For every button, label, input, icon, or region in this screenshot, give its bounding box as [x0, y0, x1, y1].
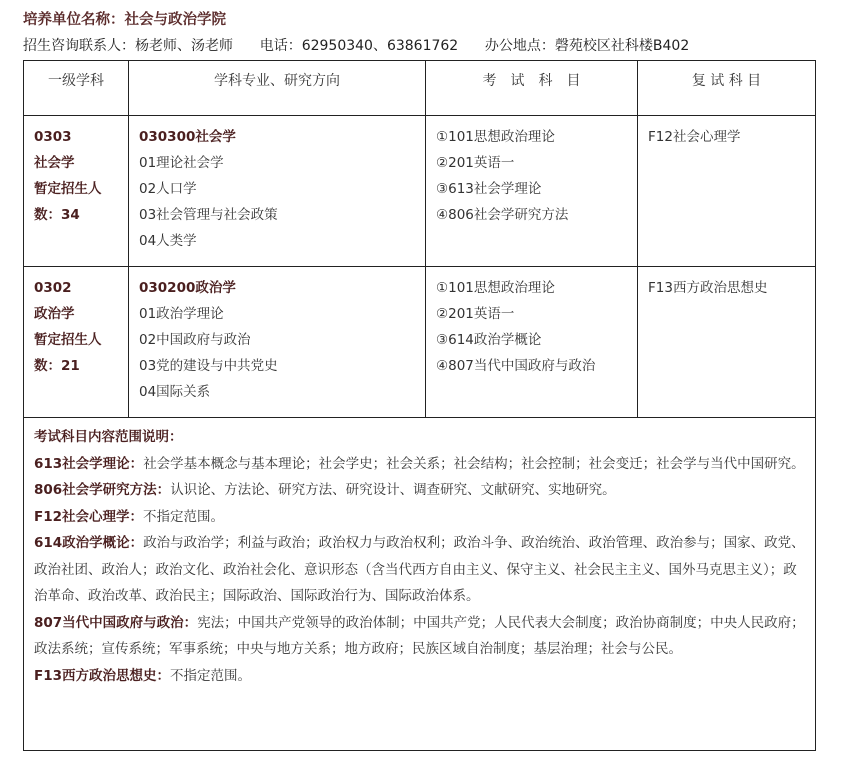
direction-item: 04国际关系 [139, 384, 211, 400]
discipline-name: 政治学 [34, 306, 75, 322]
exam-item: ②201英语一 [436, 155, 515, 171]
note-text: 宪法；中国共产党领导的政治体制；中国共产党；人民代表大会制度；政治协商制度；中央人民政府；政法系统；宣传系统；军事系统；中央与地方关系；地方政府；民族区域自治制度；基层治理；社会与公民。 [34, 614, 805, 657]
note-text: 政治与政治学；利益与政治；政治权力与政治权利；政治斗争、政治统治、政治管理、政治参与；国家、政党、政治社团、政治人；政治文化、政治社会化、意识形态（含当代西方自由主义、保守主义、社会民主主义、国外马克思主义）；政治革命、政治改革、政治民主；国际政治、国际政治行为、国际政治体系。 [34, 535, 805, 604]
quota-label: 暂定招生人 [34, 332, 102, 348]
exam-item: ②201英语一 [436, 306, 515, 322]
note-label: F13西方政治思想史： [34, 667, 171, 684]
direction-item: 02人口学 [139, 181, 197, 197]
major-name: 030300社会学 [139, 129, 236, 145]
note-label: 807当代中国政府与政治： [34, 614, 198, 631]
quota-value: 数：21 [34, 358, 80, 374]
exam-item: ③614政治学概论 [436, 332, 542, 348]
exams-cell [426, 116, 637, 236]
quota-value: 数：34 [34, 207, 80, 223]
major-cell [129, 116, 425, 262]
discipline-code: 0302 [34, 280, 72, 296]
note-item [34, 530, 805, 610]
table-row [24, 116, 816, 267]
direction-item: 01理论社会学 [139, 155, 224, 171]
direction-item: 04人类学 [139, 233, 197, 249]
contact-office: 办公地点：磬苑校区社科楼B402 [484, 38, 690, 54]
retest-cell: F12社会心理学 [648, 129, 741, 145]
retest-cell: F13西方政治思想史 [648, 280, 768, 296]
note-label: F12社会心理学： [34, 508, 144, 525]
major-cell [129, 267, 425, 413]
header-major: 学科专业、研究方向 [129, 61, 426, 116]
note-label: 806社会学研究方法： [34, 482, 171, 498]
note-label: 614政治学概论： [34, 535, 144, 551]
program-table [23, 60, 816, 751]
header-discipline: 一级学科 [24, 61, 129, 116]
notes-row [24, 418, 816, 751]
note-item [34, 477, 805, 504]
note-item [34, 663, 805, 690]
note-item [34, 451, 805, 478]
note-text: 不指定范围。 [170, 667, 252, 684]
discipline-cell [24, 267, 128, 387]
quota-label: 暂定招生人 [34, 181, 102, 197]
exams-cell [426, 267, 637, 387]
note-text: 社会学基本概念与基本理论；社会学史；社会关系；社会结构；社会控制；社会变迁；社会学与当代中国研究。 [143, 455, 805, 472]
major-name: 030200政治学 [139, 280, 236, 296]
table-header [24, 61, 816, 116]
exam-item: ①101思想政治理论 [436, 129, 555, 145]
exam-item: ④806社会学研究方法 [436, 207, 569, 223]
direction-item: 03党的建设与中共党史 [139, 358, 278, 374]
note-item [34, 504, 805, 531]
discipline-name: 社会学 [34, 155, 75, 171]
direction-item: 02中国政府与政治 [139, 332, 251, 348]
direction-item: 03社会管理与社会政策 [139, 207, 278, 223]
table-row [24, 267, 816, 418]
contact-people: 招生咨询联系人：杨老师、汤老师 [23, 38, 233, 54]
exam-item: ④807当代中国政府与政治 [436, 358, 596, 374]
exam-item: ①101思想政治理论 [436, 280, 555, 296]
notes-cell [24, 418, 815, 750]
exam-item: ③613社会学理论 [436, 181, 542, 197]
discipline-cell [24, 116, 128, 236]
contact-line [23, 35, 689, 55]
header-exams: 考 试 科 目 [426, 61, 638, 116]
notes-heading: 考试科目内容范围说明： [34, 429, 183, 445]
direction-item: 01政治学理论 [139, 306, 224, 322]
contact-phone: 电话：62950340、63861762 [259, 38, 459, 54]
unit-title: 培养单位名称：社会与政治学院 [23, 12, 226, 28]
note-text: 不指定范围。 [143, 508, 225, 525]
note-text: 认识论、方法论、研究方法、研究设计、调查研究、文献研究、实地研究。 [170, 482, 616, 498]
header-retest: 复 试 科 目 [638, 61, 816, 116]
discipline-code: 0303 [34, 129, 72, 145]
note-label: 613社会学理论： [34, 455, 144, 472]
note-item [34, 610, 805, 663]
